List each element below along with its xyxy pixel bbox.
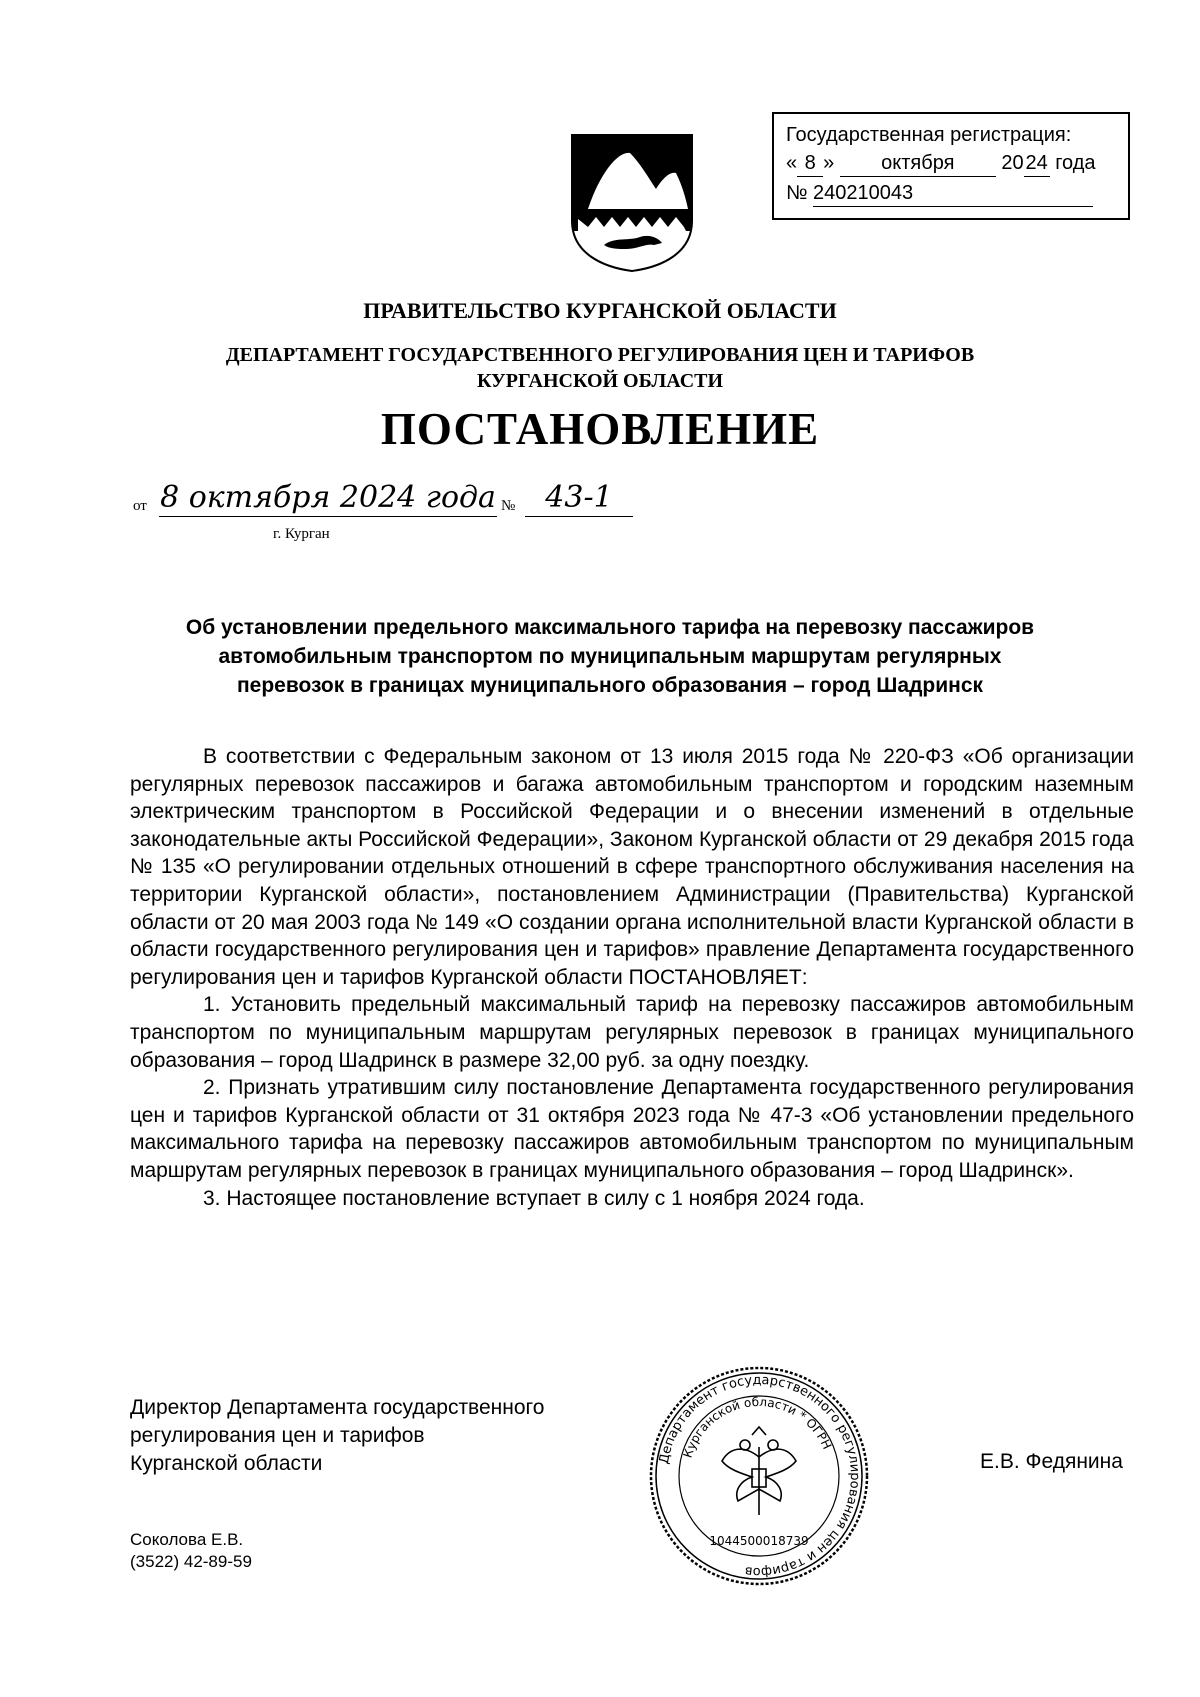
double-headed-eagle-icon (722, 1427, 796, 1515)
seal-number: 1044500018739 (709, 1534, 809, 1548)
document-title-line-2: автомобильным транспортом по муниципальным маршрутам регулярных (218, 645, 1002, 668)
signatory-name: Е.В. Федянина (980, 1450, 1123, 1473)
registration-number-row (786, 180, 1106, 207)
item-3-paragraph: 3. Настоящее постановление вступает в силу с 1 ноября 2024 года. (203, 1186, 865, 1210)
document-body (130, 743, 1134, 1212)
department-line-1: ДЕПАРТАМЕНТ ГОСУДАРСТВЕННОГО РЕГУЛИРОВАНИЯ ЦЕН И ТАРИФОВ (225, 344, 975, 366)
signatory-position-line-3: Курганской области (130, 1452, 323, 1475)
registration-open-quote: « (786, 152, 798, 174)
executor-name: Соколова Е.В. (130, 1530, 244, 1549)
government-heading: ПРАВИТЕЛЬСТВО КУРГАНСКОЙ ОБЛАСТИ (363, 298, 837, 323)
signatory-position-line-2: регулирования цен и тарифов (130, 1424, 425, 1447)
department-heading (0, 342, 1200, 394)
preamble-paragraph: В соответствии с Федеральным законом от 13 июля 2015 года № 220-ФЗ «Об организации регулярных перевозок пассажиров и багажа автомобильным транспортом и городским наземным электрическим транспортом в Российской Федерации и о внесении изменений в отдельные законодательные акты Российской Федерации», Законом Курганской области от 29 декабря 2015 года № 135 «О регулировании отдельных отношений в сфере транспортного обслуживания населения на территории Курганской области», постановлением Администрации (Правительства) Курганской области от 20 мая 2003 года № 149 «О создании органа исполнительной власти Курганской области в области государственного регулирования цен и тарифов» правление Департамента государственного регулирования цен и тарифов Курганской области ПОСТАНОВЛЯЕТ: (130, 745, 1134, 989)
registration-date (786, 150, 1126, 177)
executor-info (130, 1529, 252, 1573)
registration-year-word: года (1055, 152, 1096, 174)
registration-box (772, 112, 1130, 220)
number-label: № (501, 498, 516, 514)
department-line-2: КУРГАНСКОЙ ОБЛАСТИ (476, 370, 724, 392)
number-handwritten: 43-1 (525, 480, 633, 517)
date-handwritten: 8 октября 2024 года (160, 480, 496, 515)
registration-month: октября (840, 150, 996, 177)
executor-phone: (3522) 42-89-59 (130, 1552, 252, 1571)
date-from-label: от (133, 498, 147, 514)
seal-inner-text: Курганской области * ОГРН (680, 1394, 835, 1460)
signatory-position (130, 1394, 544, 1478)
registration-close-quote: » (823, 152, 835, 174)
document-date-line (133, 480, 653, 554)
document-title (110, 613, 1110, 700)
coat-of-arms-icon (570, 133, 694, 273)
seal-outer-text: Департамент государственного регулирования цен и тарифов (656, 1372, 863, 1580)
registration-year-prefix: 20 (1001, 152, 1024, 174)
city-label: г. Курган (273, 526, 330, 542)
document-title-line-1: Об установлении предельного максимального тарифа на перевозку пассажиров (185, 616, 1035, 639)
registration-title: Государственная регистрация: (786, 124, 1072, 146)
item-2-paragraph: 2. Признать утратившим силу постановление Департамента государственного регулирования цен и тарифов Курганской области от 31 октября 2023 года № 47-3 «Об установлении предельного максимального тарифа на перевозку пассажиров автомобильным транспортом по муниципальным маршрутам регулярных перевозок в границах муниципального образования – город Шадринск». (130, 1076, 1134, 1182)
official-seal (648, 1365, 870, 1587)
item-1-paragraph: 1. Установить предельный максимальный тариф на перевозку пассажиров автомобильным транспортом по муниципальным маршрутам регулярных перевозок в границах муниципального образования – город Шадринск в размере 32,00 руб. за одну поездку. (130, 993, 1134, 1072)
registration-number: 240210043 (813, 180, 1093, 207)
document-type-heading: ПОСТАНОВЛЕНИЕ (380, 404, 820, 454)
registration-day: 8 (797, 150, 823, 177)
registration-number-label: № (786, 182, 808, 204)
document-title-line-3: перевозок в границах муниципального образования – город Шадринск (236, 674, 984, 697)
signatory-position-line-1: Директор Департамента государственного (130, 1396, 545, 1419)
registration-year-suffix: 24 (1024, 150, 1050, 177)
